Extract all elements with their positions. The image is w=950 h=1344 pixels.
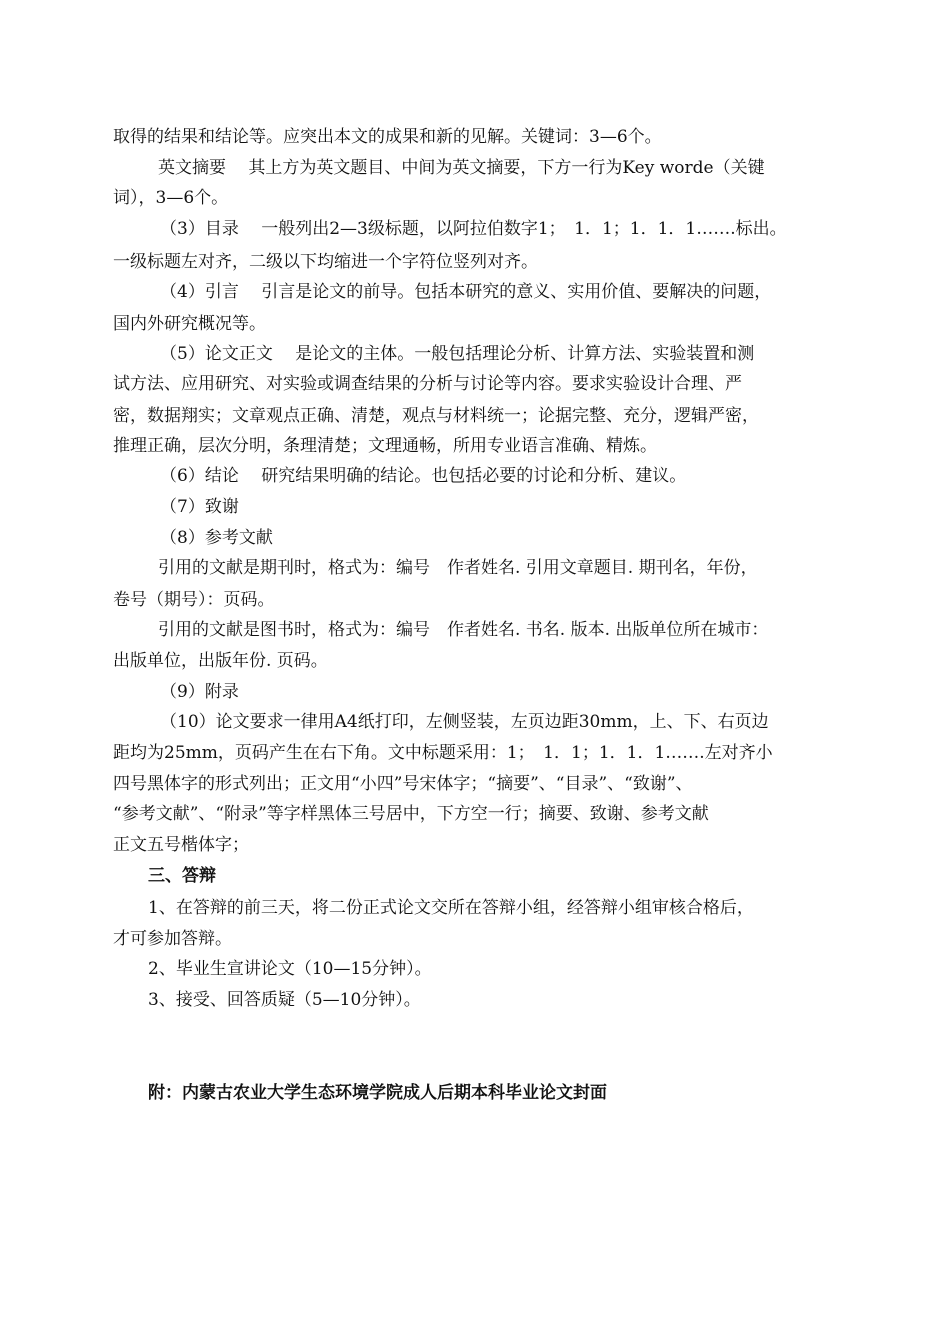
paragraph-line: 取得的结果和结论等。应突出本文的成果和新的见解。关键词：3—6个。 (113, 127, 662, 147)
appendix-title: 附：内蒙古农业大学生态环境学院成人后期本科毕业论文封面 (148, 1083, 607, 1103)
paragraph-line: 英文摘要 其上方为英文题目、中间为英文摘要，下方一行为Key worde（关键 (158, 158, 765, 178)
paragraph-line: （10）论文要求一律用A4纸打印，左侧竖装，左页边距30mm，上、下、右页边 (160, 712, 769, 732)
paragraph-line: （4）引言 引言是论文的前导。包括本研究的意义、实用价值、要解决的问题， (160, 282, 772, 302)
paragraph-line: 2、毕业生宣讲论文（10—15分钟）。 (148, 959, 432, 979)
paragraph-line: 出版单位，出版年份. 页码。 (113, 651, 328, 671)
paragraph-line: 距均为25mm，页码产生在右下角。文中标题采用：1； 1．1；1．1．1…….左对齐小 (113, 743, 773, 763)
section-heading: 三、答辩 (148, 866, 216, 886)
paragraph-line: 1、在答辩的前三天，将二份正式论文交所在答辩小组，经答辩小组审核合格后， (148, 898, 754, 918)
paragraph-line: 引用的文献是图书时，格式为：编号 作者姓名. 书名. 版本. 出版单位所在城市： (158, 620, 769, 640)
paragraph-line: （6）结论 研究结果明确的结论。也包括必要的讨论和分析、建议。 (160, 466, 687, 486)
paragraph-line: 才可参加答辩。 (113, 929, 232, 949)
paragraph-line: 正文五号楷体字； (113, 835, 249, 855)
paragraph-line: （3）目录 一般列出2—3级标题，以阿拉伯数字1； 1．1；1．1．1…….标出。 (160, 219, 787, 239)
paragraph-line: “参考文献”、“附录”等字样黑体三号居中，下方空一行；摘要、致谢、参考文献 (113, 804, 709, 824)
paragraph-line: 卷号（期号）：页码。 (113, 590, 275, 610)
paragraph-line: 引用的文献是期刊时，格式为：编号 作者姓名. 引用文章题目. 期刊名，年份， (158, 558, 758, 578)
paragraph-line: （8）参考文献 (160, 528, 273, 548)
paragraph-line: 一级标题左对齐，二级以下均缩进一个字符位竖列对齐。 (113, 252, 538, 272)
paragraph-line: 试方法、应用研究、对实验或调查结果的分析与讨论等内容。要求实验设计合理、严 (113, 374, 742, 394)
paragraph-line: 密，数据翔实；文章观点正确、清楚，观点与材料统一；论据完整、充分，逻辑严密， (113, 406, 759, 426)
paragraph-line: 词），3—6个。 (113, 188, 229, 208)
paragraph-line: （5）论文正文 是论文的主体。一般包括理论分析、计算方法、实验装置和测 (160, 344, 755, 364)
paragraph-line: 推理正确，层次分明，条理清楚；文理通畅，所用专业语言准确、精炼。 (113, 436, 657, 456)
paragraph-line: 四号黑体字的形式列出；正文用“小四”号宋体字；“摘要”、“目录”、“致谢”、 (113, 774, 693, 794)
paragraph-line: 国内外研究概况等。 (113, 314, 266, 334)
paragraph-line: 3、接受、回答质疑（5—10分钟）。 (148, 990, 421, 1010)
paragraph-line: （7）致谢 (160, 497, 239, 517)
paragraph-line: （9）附录 (160, 682, 239, 702)
